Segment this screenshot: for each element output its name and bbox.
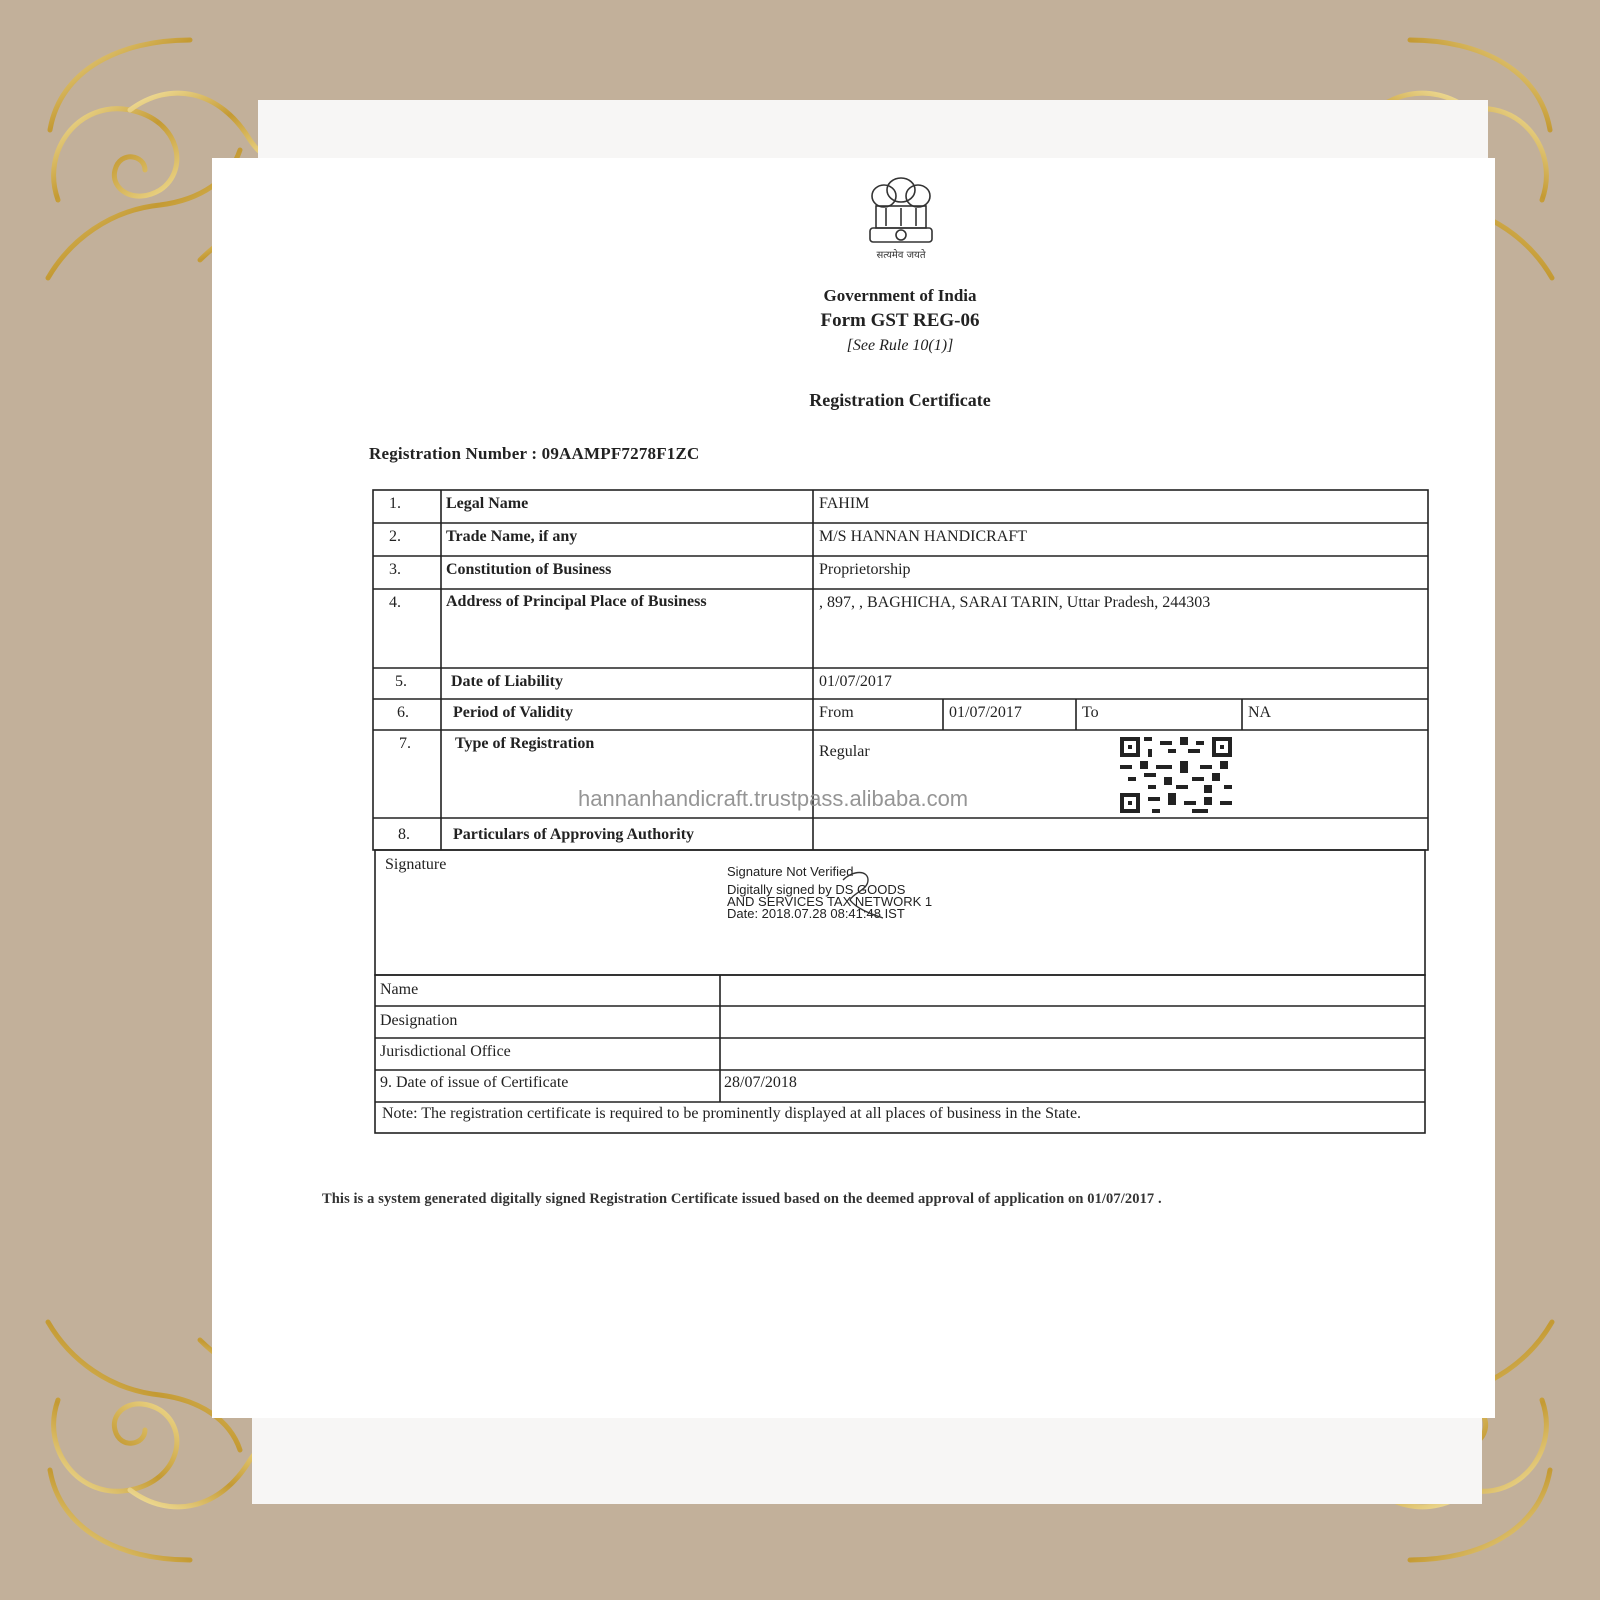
legal-name-label: Legal Name xyxy=(446,495,529,512)
date-of-liability-label: Date of Liability xyxy=(451,673,563,690)
trade-name-value: M/S HANNAN HANDICRAFT xyxy=(819,528,1028,545)
validity-to-value: NA xyxy=(1248,704,1272,721)
signature-check-mark xyxy=(838,868,898,928)
signature-status: Signature Not Verified xyxy=(727,864,854,879)
row-number: 4. xyxy=(389,594,401,611)
display-note: Note: The registration certificate is required to be prominently displayed at all places of business in the State. xyxy=(382,1105,1082,1122)
date-of-issue-value: 28/07/2018 xyxy=(724,1074,797,1091)
signature-signer-cont: AND SERVICES TAX NETWORK 1 xyxy=(727,894,933,909)
registration-number: Registration Number : 09AAMPF7278F1ZC xyxy=(369,444,700,463)
signature-date: Date: 2018.07.28 08:41:48 IST xyxy=(727,906,905,921)
footer-statement: This is a system generated digitally signed Registration Certificate issued based on the deemed approval of application on 01/07/2017 . xyxy=(322,1191,1162,1207)
row-number: 3. xyxy=(389,561,401,578)
authority-designation-label: Designation xyxy=(380,1012,458,1029)
rule-reference: [See Rule 10(1)] xyxy=(846,337,954,354)
emblem-motto: सत्यमेव जयते xyxy=(876,250,926,261)
watermark-text: hannanhandicraft.trustpass.alibaba.com xyxy=(578,786,969,811)
row-number: 5. xyxy=(395,673,407,690)
validity-to-label: To xyxy=(1082,704,1099,721)
row-number: 2. xyxy=(389,528,401,545)
jurisdictional-office-label: Jurisdictional Office xyxy=(380,1043,511,1060)
type-of-registration-value: Regular xyxy=(819,743,870,760)
form-heading: Form GST REG-06 xyxy=(820,310,980,331)
trade-name-label: Trade Name, if any xyxy=(446,528,578,545)
approving-authority-label: Particulars of Approving Authority xyxy=(453,826,695,843)
validity-from-label: From xyxy=(819,704,854,721)
signature-label: Signature xyxy=(385,856,447,873)
qr-code-icon xyxy=(1120,737,1232,813)
certificate-title: Registration Certificate xyxy=(809,390,991,410)
digital-signature xyxy=(727,866,932,920)
date-of-issue-label: 9. Date of issue of Certificate xyxy=(380,1074,569,1091)
row-number: 8. xyxy=(398,826,410,843)
constitution-label: Constitution of Business xyxy=(446,561,612,578)
date-of-liability-value: 01/07/2017 xyxy=(819,673,892,690)
government-heading: Government of India xyxy=(823,286,977,305)
validity-from-value: 01/07/2017 xyxy=(949,704,1022,721)
legal-name-value: FAHIM xyxy=(819,495,870,512)
row-number: 7. xyxy=(399,735,411,752)
row-number: 6. xyxy=(397,704,409,721)
address-value: , 897, , BAGHICHA, SARAI TARIN, Uttar Pradesh, 244303 xyxy=(819,594,1211,611)
address-label: Address of Principal Place of Business xyxy=(446,593,707,610)
period-of-validity-label: Period of Validity xyxy=(453,704,574,721)
constitution-value: Proprietorship xyxy=(819,561,911,578)
authority-name-label: Name xyxy=(380,981,419,998)
signature-signer: Digitally signed by DS GOODS xyxy=(727,882,906,897)
row-number: 1. xyxy=(389,495,401,512)
type-of-registration-label: Type of Registration xyxy=(455,735,595,752)
